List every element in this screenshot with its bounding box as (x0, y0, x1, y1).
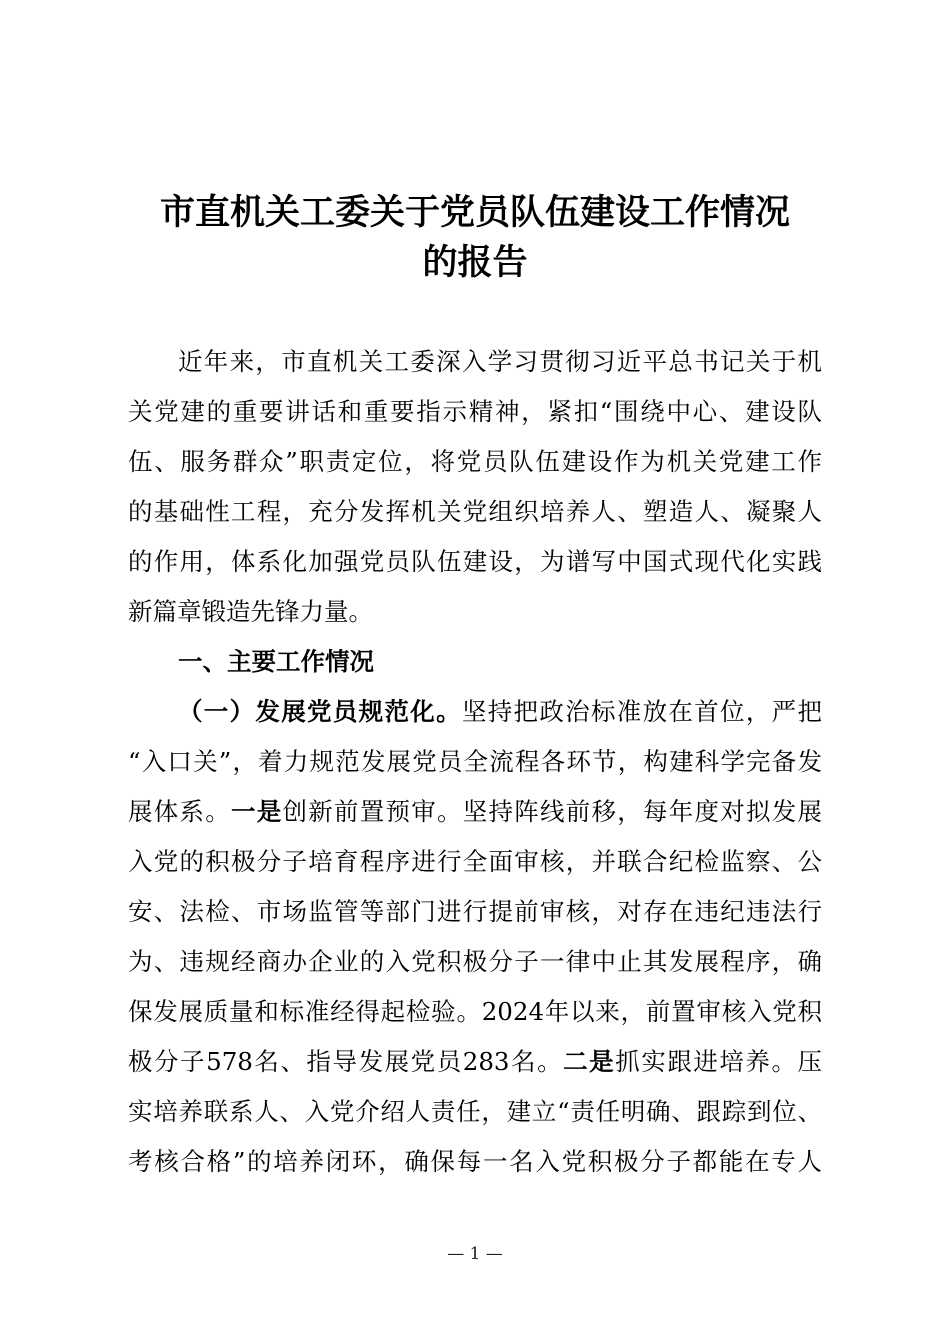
document-body (128, 337, 822, 1187)
title-line-2: 的报告 (422, 243, 528, 283)
text-line (128, 937, 822, 987)
text-line (128, 1087, 822, 1137)
text-segment: 抓实跟进培养。压 (615, 1047, 823, 1076)
text-segment: 的基础性工程，充分发挥机关党组织培养人、塑造人、凝聚人 (128, 497, 822, 526)
bold-text: 一、主要工作情况 (178, 647, 374, 676)
text-line (128, 787, 822, 837)
document-title (100, 188, 850, 288)
text-line (128, 337, 822, 387)
text-segment: 极分子578名、指导发展党员283名。 (128, 1047, 564, 1076)
text-line (128, 887, 822, 937)
text-segment: 伍、服务群众”职责定位，将党员队伍建设作为机关党建工作 (128, 447, 822, 476)
text-segment: 关党建的重要讲话和重要指示精神，紧扣“围绕中心、建设队 (128, 397, 822, 426)
text-segment: “入口关”，着力规范发展党员全流程各环节，构建科学完备发 (128, 747, 822, 776)
text-segment: 近年来，市直机关工委深入学习贯彻习近平总书记关于机 (178, 347, 822, 376)
text-line (128, 837, 822, 887)
text-segment: 安、法检、市场监管等部门进行提前审核，对存在违纪违法行 (128, 897, 822, 926)
bold-text: 一是 (231, 797, 283, 826)
text-line (128, 387, 822, 437)
text-segment: 考核合格”的培养闭环，确保每一名入党积极分子都能在专人 (128, 1147, 822, 1176)
text-segment: 新篇章锻造先锋力量。 (128, 597, 373, 626)
text-line (128, 987, 822, 1037)
bold-text: （一）发展党员规范化。 (178, 697, 462, 726)
text-line (128, 587, 822, 637)
text-segment: 创新前置预审。坚持阵线前移，每年度对拟发展 (282, 797, 822, 826)
text-segment: 展体系。 (128, 797, 231, 826)
text-line (128, 437, 822, 487)
text-segment: 保发展质量和标准经得起检验。2024年以来，前置审核入党积 (128, 997, 822, 1026)
page-number: — 1 — (447, 1244, 503, 1264)
bold-text: 二是 (563, 1047, 616, 1076)
title-line-1: 市直机关工委关于党员队伍建设工作情况 (159, 193, 790, 233)
text-line (128, 537, 822, 587)
text-line (128, 487, 822, 537)
text-line (128, 1037, 822, 1087)
text-segment: 为、违规经商办企业的入党积极分子一律中止其发展程序，确 (128, 947, 822, 976)
text-segment: 入党的积极分子培育程序进行全面审核，并联合纪检监察、公 (128, 847, 822, 876)
text-line (128, 1137, 822, 1187)
text-segment: 实培养联系人、入党介绍人责任，建立“责任明确、跟踪到位、 (128, 1097, 822, 1126)
text-segment: 的作用，体系化加强党员队伍建设，为谱写中国式现代化实践 (128, 547, 822, 576)
text-line (128, 737, 822, 787)
text-line (128, 637, 822, 687)
text-line (128, 687, 822, 737)
text-segment: 坚持把政治标准放在首位，严把 (461, 697, 822, 726)
